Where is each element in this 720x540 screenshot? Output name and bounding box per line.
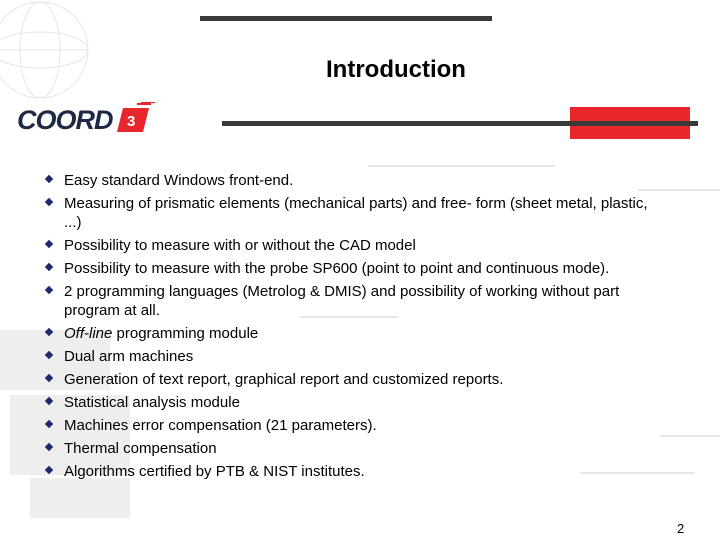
bullet-diamond-icon bbox=[45, 443, 53, 451]
bullet-item: Statistical analysis module bbox=[44, 393, 664, 412]
bullet-diamond-icon bbox=[45, 397, 53, 405]
bullet-list bbox=[44, 171, 664, 485]
page-number: 2 bbox=[677, 521, 685, 536]
bullet-diamond-icon bbox=[45, 351, 53, 359]
bullet-diamond-icon bbox=[45, 175, 53, 183]
logo-wordmark: COORD bbox=[17, 105, 113, 135]
bullet-item: Algorithms certified by PTB & NIST institutes. bbox=[44, 462, 664, 481]
bullet-diamond-icon bbox=[45, 328, 53, 336]
bullet-diamond-icon bbox=[45, 263, 53, 271]
bullet-diamond-icon bbox=[45, 240, 53, 248]
coord3-logo bbox=[15, 102, 155, 138]
title-underline-rule bbox=[222, 121, 698, 126]
bullet-item: Dual arm machines bbox=[44, 347, 664, 366]
bullet-item: Measuring of prismatic elements (mechanical parts) and free- form (sheet metal, plastic, ...) bbox=[44, 194, 664, 232]
bullet-item: Possibility to measure with or without the CAD model bbox=[44, 236, 664, 255]
bullet-item: Generation of text report, graphical report and customized reports. bbox=[44, 370, 664, 389]
bullet-diamond-icon bbox=[45, 374, 53, 382]
bullet-item: Thermal compensation bbox=[44, 439, 664, 458]
bullet-item: Off-line programming module bbox=[44, 324, 664, 343]
top-divider-bar bbox=[200, 16, 492, 21]
bullet-item: Possibility to measure with the probe SP600 (point to point and continuous mode). bbox=[44, 259, 664, 278]
bullet-diamond-icon bbox=[45, 420, 53, 428]
bullet-item: 2 programming languages (Metrolog & DMIS) and possibility of working without part program at all. bbox=[44, 282, 664, 320]
bullet-item: Easy standard Windows front-end. bbox=[44, 171, 664, 190]
slide-title: Introduction bbox=[326, 56, 466, 83]
bullet-diamond-icon bbox=[45, 286, 53, 294]
bullet-diamond-icon bbox=[45, 466, 53, 474]
bullet-item: Machines error compensation (21 parameters). bbox=[44, 416, 664, 435]
logo-number: 3 bbox=[127, 113, 136, 130]
bullet-diamond-icon bbox=[45, 198, 53, 206]
